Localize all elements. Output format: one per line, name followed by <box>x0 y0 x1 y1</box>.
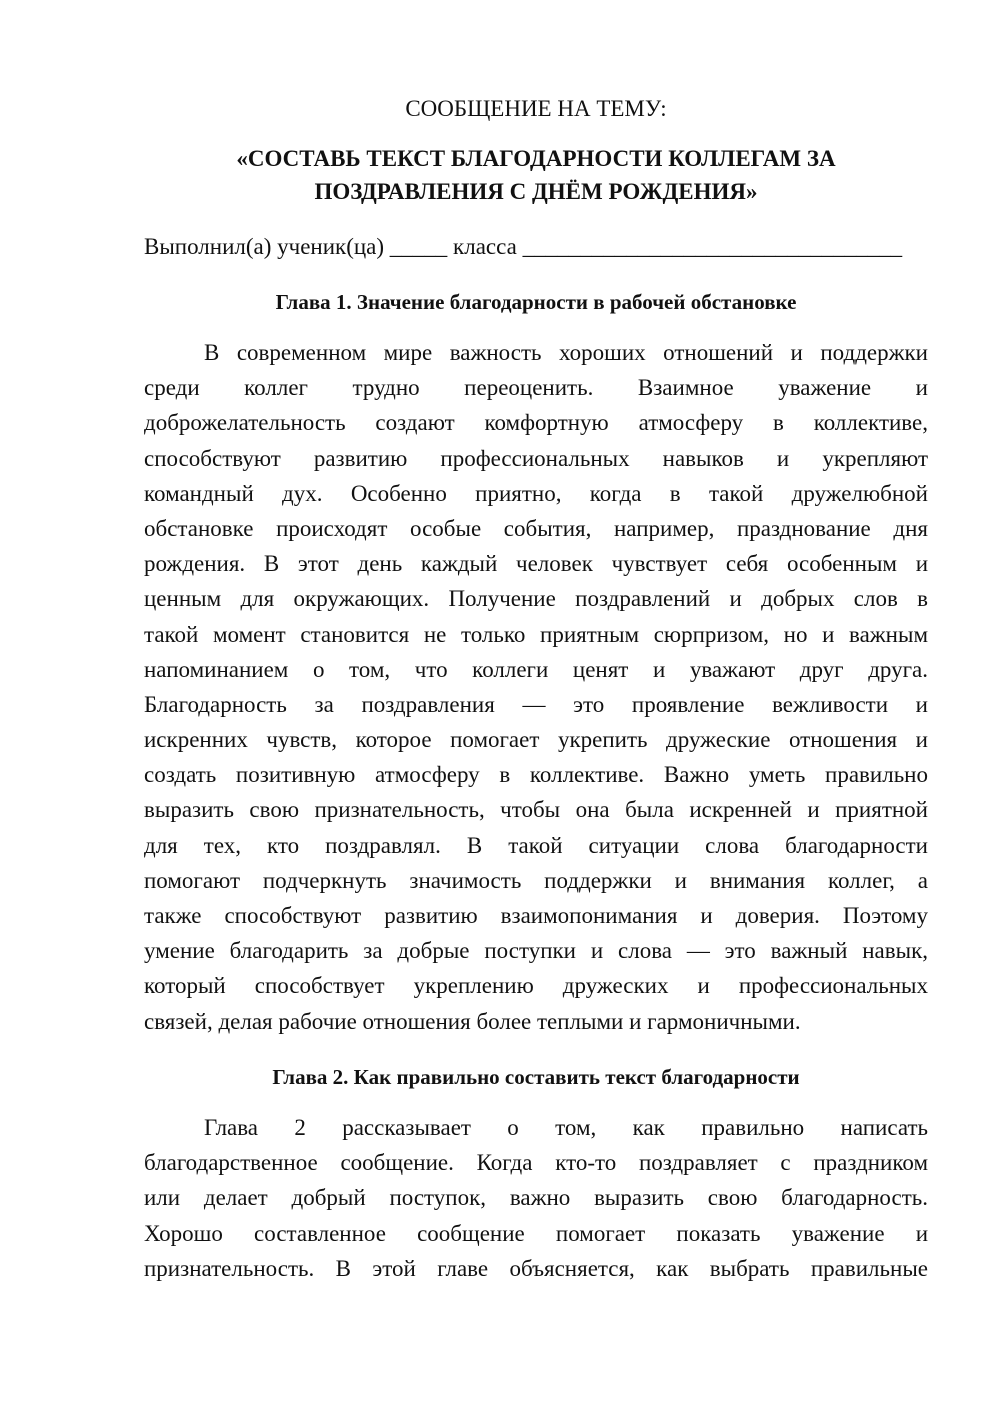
paragraph-line: рождения. В этот день каждый человек чувствует себя особенным и <box>144 551 928 577</box>
document-subtitle: СООБЩЕНИЕ НА ТЕМУ: <box>405 96 667 121</box>
paragraph-line: для тех, кто поздравлял. В такой ситуации слова благодарности <box>144 832 928 858</box>
document-title-line: «СОСТАВЬ ТЕКСТ БЛАГОДАРНОСТИ КОЛЛЕГАМ ЗА <box>236 146 836 171</box>
chapter-1-paragraph <box>144 335 928 1039</box>
paragraph-line: создать позитивную атмосферу в коллективе. Важно уметь правильно <box>144 762 928 788</box>
paragraph-line: напоминанием о том, что коллеги ценят и уважают друг друга. <box>144 656 928 682</box>
chapter-1-title: Глава 1. Значение благодарности в рабочей обстановке <box>275 290 797 314</box>
document-title <box>144 142 928 208</box>
paragraph-line: доброжелательность создают комфортную атмосферу в коллективе, <box>144 410 928 436</box>
paragraph-line: способствуют развитию профессиональных навыков и укрепляют <box>144 445 928 471</box>
document-title-line: ПОЗДРАВЛЕНИЯ С ДНЁМ РОЖДЕНИЯ» <box>314 179 758 204</box>
author-line: Выполнил(а) ученик(ца) _____ класса _________________________________ <box>144 234 903 259</box>
paragraph-line: также способствуют развитию взаимопонимания и доверия. Поэтому <box>144 903 928 928</box>
paragraph-line: выразить свою признательность, чтобы она была искренней и приятной <box>144 797 928 823</box>
paragraph-line: обстановке происходят особые события, например, празднование дня <box>144 515 928 541</box>
paragraph-line: умение благодарить за добрые поступки и слова — это важный навык, <box>144 938 928 964</box>
chapter-2-title: Глава 2. Как правильно составить текст благодарности <box>272 1065 800 1089</box>
paragraph-line: такой момент становится не только приятным сюрпризом, но и важным <box>144 621 928 647</box>
paragraph-line: В современном мире важность хороших отношений и поддержки <box>204 340 928 365</box>
paragraph-line: искренних чувств, которое помогает укрепить дружеские отношения и <box>144 727 928 753</box>
paragraph-line: Благодарность за поздравления — это проявление вежливости и <box>144 691 928 717</box>
paragraph-line: признательность. В этой главе объясняется, как выбрать правильные <box>144 1255 928 1281</box>
paragraph-line: среди коллег трудно переоценить. Взаимное уважение и <box>144 375 928 401</box>
paragraph-line: командный дух. Особенно приятно, когда в такой дружелюбной <box>144 480 928 506</box>
paragraph-line: помогают подчеркнуть значимость поддержки и внимания коллег, а <box>144 867 928 893</box>
paragraph-line: ценным для окружающих. Получение поздравлений и добрых слов в <box>144 586 928 612</box>
paragraph-line: связей, делая рабочие отношения более теплыми и гармоничными. <box>144 1008 801 1034</box>
paragraph-line: Глава 2 рассказывает о том, как правильно написать <box>204 1115 928 1140</box>
paragraph-line: который способствует укреплению дружеских и профессиональных <box>144 973 928 999</box>
paragraph-line: или делает добрый поступок, важно выразить свою благодарность. <box>144 1185 928 1211</box>
paragraph-line: благодарственное сообщение. Когда кто-то поздравляет с праздником <box>144 1150 928 1176</box>
chapter-2-paragraph <box>144 1110 928 1286</box>
paragraph-line: Хорошо составленное сообщение помогает показать уважение и <box>144 1220 928 1246</box>
